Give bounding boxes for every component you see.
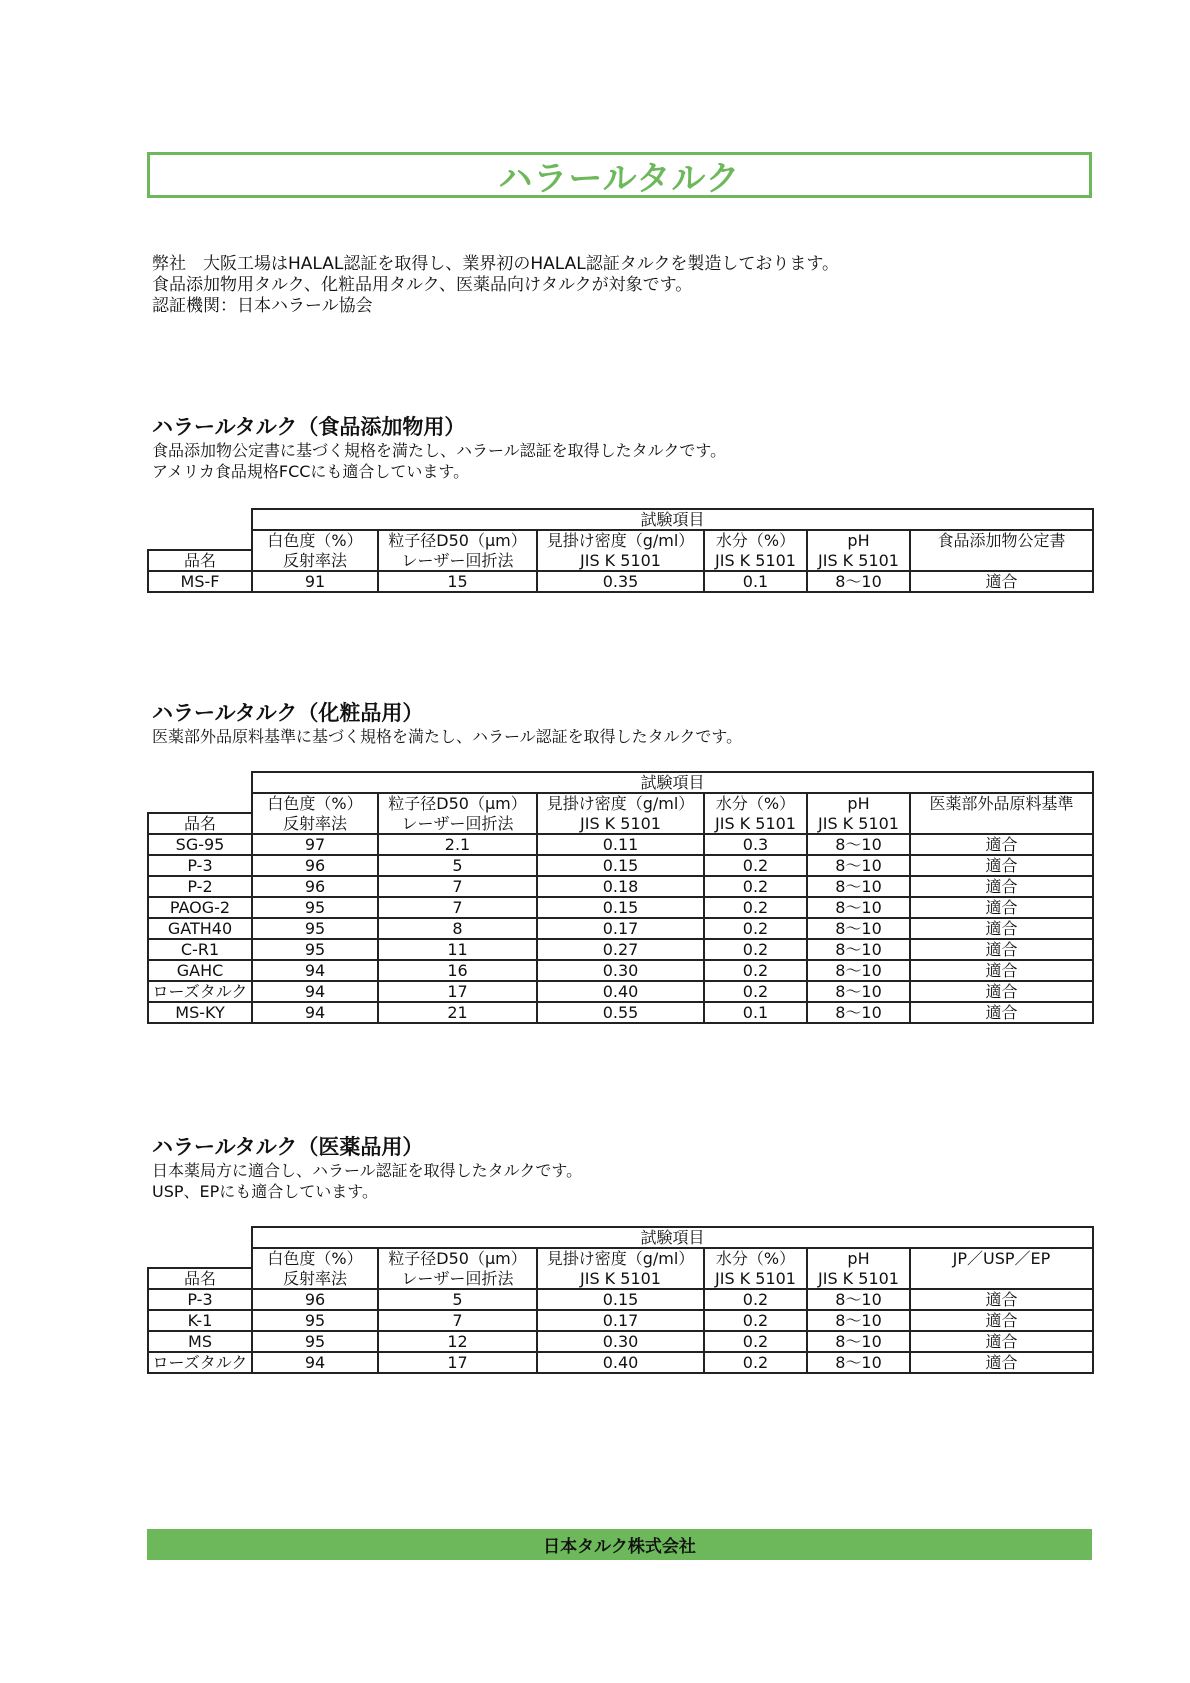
column-header-method: JIS K 5101: [807, 1268, 910, 1289]
table-cell: 8～10: [807, 1289, 910, 1310]
table-cell: 0.2: [704, 960, 807, 981]
table-cell: 0.11: [537, 834, 704, 855]
table-row: [148, 571, 1093, 592]
table-cell: 0.2: [704, 897, 807, 918]
intro-line: 弊社 大阪工場はHALAL認証を取得し、業界初のHALAL認証タルクを製造しております。: [152, 254, 840, 274]
empty-cell: [148, 793, 252, 813]
column-header-method: レーザー回折法: [378, 813, 537, 834]
table-cell: 8～10: [807, 1352, 910, 1373]
section-desc: アメリカ食品規格FCCにも適合しています。: [152, 462, 470, 481]
product-name-cell: ローズタルク: [148, 981, 252, 1002]
table-cell: 94: [252, 1352, 378, 1373]
section-desc: 医薬部外品原料基準に基づく規格を満たし、ハラール認証を取得したタルクです。: [152, 727, 743, 746]
table-cell: 0.1: [704, 571, 807, 592]
product-name-cell: MS-F: [148, 571, 252, 592]
table-cell: 0.2: [704, 981, 807, 1002]
table-cell: 0.15: [537, 1289, 704, 1310]
group-header: 試験項目: [252, 1227, 1093, 1248]
column-header-product: 品名: [148, 550, 252, 571]
table-cell: 95: [252, 1331, 378, 1352]
table-cell: 8～10: [807, 897, 910, 918]
product-name-cell: MS: [148, 1331, 252, 1352]
intro-text: [152, 254, 839, 317]
column-header-ph: pH: [807, 793, 910, 813]
table-cell: 17: [378, 1352, 537, 1373]
empty-cell: [910, 1268, 1093, 1289]
empty-cell: [910, 550, 1093, 571]
table-cell: 8～10: [807, 876, 910, 897]
table-cell: 適合: [910, 571, 1093, 592]
column-header-ph: pH: [807, 530, 910, 550]
product-name-cell: P-3: [148, 855, 252, 876]
table-row: [148, 960, 1093, 981]
empty-cell: [148, 1227, 252, 1248]
column-header-method: JIS K 5101: [807, 813, 910, 834]
empty-cell: [148, 772, 252, 793]
table-cell: 7: [378, 897, 537, 918]
company-name: 日本タルク株式会社: [543, 1537, 696, 1557]
spec-table-cosmetic: [147, 771, 1094, 1024]
table-cell: 適合: [910, 939, 1093, 960]
section-desc: 食品添加物公定書に基づく規格を満たし、ハラール認証を取得したタルクです。: [152, 441, 727, 460]
intro-line: 認証機関：日本ハラール協会: [152, 296, 373, 316]
table-cell: 適合: [910, 1002, 1093, 1023]
table-cell: 0.2: [704, 855, 807, 876]
empty-cell: [148, 530, 252, 550]
table-row: [148, 939, 1093, 960]
table-cell: 適合: [910, 960, 1093, 981]
table-cell: 0.15: [537, 855, 704, 876]
table-cell: 適合: [910, 1289, 1093, 1310]
product-name-cell: K-1: [148, 1310, 252, 1331]
section-pharma: [152, 1134, 1092, 1202]
table-cell: 0.30: [537, 1331, 704, 1352]
intro-line: 食品添加物用タルク、化粧品用タルク、医薬品向けタルクが対象です。: [152, 275, 693, 295]
column-header-moisture: 水分（%）: [704, 793, 807, 813]
table-cell: 0.15: [537, 897, 704, 918]
table-cell: 0.17: [537, 1310, 704, 1331]
section-food: [152, 414, 1092, 482]
table-row: [148, 897, 1093, 918]
table-header-row: [148, 1268, 1093, 1289]
table-row: [148, 855, 1093, 876]
table-cell: 0.30: [537, 960, 704, 981]
table-header-row: [148, 550, 1093, 571]
table-row: [148, 1002, 1093, 1023]
column-header-moisture: 水分（%）: [704, 1248, 807, 1268]
column-header-standard: JP／USP／EP: [910, 1248, 1093, 1268]
table-cell: 0.40: [537, 1352, 704, 1373]
empty-cell: [148, 1248, 252, 1268]
table-cell: 95: [252, 939, 378, 960]
column-header-method: JIS K 5101: [704, 1268, 807, 1289]
table-cell: 5: [378, 855, 537, 876]
table-cell: 8～10: [807, 834, 910, 855]
empty-cell: [910, 813, 1093, 834]
product-name-cell: PAOG-2: [148, 897, 252, 918]
table-cell: 0.35: [537, 571, 704, 592]
column-header-product: 品名: [148, 1268, 252, 1289]
table-group-header-row: [148, 772, 1093, 793]
column-header-method: 反射率法: [252, 1268, 378, 1289]
table-cell: 8～10: [807, 918, 910, 939]
table-cell: 95: [252, 897, 378, 918]
product-name-cell: P-2: [148, 876, 252, 897]
table-cell: 15: [378, 571, 537, 592]
column-header-whiteness: 白色度（%）: [252, 793, 378, 813]
table-cell: 96: [252, 1289, 378, 1310]
table-cell: 0.27: [537, 939, 704, 960]
table-row: [148, 981, 1093, 1002]
empty-cell: [148, 509, 252, 530]
column-header-density: 見掛け密度（g/ml）: [537, 530, 704, 550]
table-row: [148, 834, 1093, 855]
column-header-density: 見掛け密度（g/ml）: [537, 1248, 704, 1268]
table-cell: 0.3: [704, 834, 807, 855]
section-desc: USP、EPにも適合しています。: [152, 1182, 378, 1201]
column-header-particle: 粒子径D50（μm）: [378, 793, 537, 813]
table-cell: 95: [252, 918, 378, 939]
table-cell: 0.40: [537, 981, 704, 1002]
product-name-cell: ローズタルク: [148, 1352, 252, 1373]
column-header-standard: 食品添加物公定書: [910, 530, 1093, 550]
column-header-method: 反射率法: [252, 813, 378, 834]
section-title: ハラールタルク（医薬品用）: [152, 1135, 424, 1159]
section-title: ハラールタルク（化粧品用）: [152, 701, 424, 725]
column-header-particle: 粒子径D50（μm）: [378, 1248, 537, 1268]
table-cell: 21: [378, 1002, 537, 1023]
table-cell: 適合: [910, 1310, 1093, 1331]
product-name-cell: GAHC: [148, 960, 252, 981]
table-cell: 8～10: [807, 855, 910, 876]
table-cell: 95: [252, 1310, 378, 1331]
table-cell: 8～10: [807, 960, 910, 981]
table-cell: 0.17: [537, 918, 704, 939]
table-header-row: [148, 1248, 1093, 1268]
column-header-ph: pH: [807, 1248, 910, 1268]
title-box: [147, 152, 1092, 198]
column-header-particle: 粒子径D50（μm）: [378, 530, 537, 550]
table-cell: 96: [252, 855, 378, 876]
section-cosmetic: [152, 700, 1092, 747]
table-cell: 適合: [910, 834, 1093, 855]
column-header-method: JIS K 5101: [704, 813, 807, 834]
page-title: ハラールタルク: [498, 158, 741, 199]
table-cell: 97: [252, 834, 378, 855]
table-cell: 適合: [910, 918, 1093, 939]
table-cell: 適合: [910, 897, 1093, 918]
table-cell: 0.2: [704, 918, 807, 939]
table-cell: 8～10: [807, 939, 910, 960]
table-row: [148, 1352, 1093, 1373]
table-cell: 91: [252, 571, 378, 592]
table-row: [148, 1310, 1093, 1331]
table-cell: 96: [252, 876, 378, 897]
product-name-cell: MS-KY: [148, 1002, 252, 1023]
column-header-whiteness: 白色度（%）: [252, 530, 378, 550]
table-header-row: [148, 530, 1093, 550]
column-header-moisture: 水分（%）: [704, 530, 807, 550]
table-cell: 94: [252, 960, 378, 981]
table-cell: 16: [378, 960, 537, 981]
table-cell: 94: [252, 1002, 378, 1023]
table-cell: 5: [378, 1289, 537, 1310]
table-cell: 11: [378, 939, 537, 960]
table-cell: 7: [378, 1310, 537, 1331]
spec-table-pharma: [147, 1226, 1094, 1374]
table-group-header-row: [148, 1227, 1093, 1248]
spec-table-food: [147, 508, 1094, 593]
column-header-product: 品名: [148, 813, 252, 834]
table-cell: 適合: [910, 981, 1093, 1002]
column-header-method: JIS K 5101: [537, 813, 704, 834]
table-header-row: [148, 793, 1093, 813]
section-title: ハラールタルク（食品添加物用）: [152, 415, 466, 439]
table-cell: 12: [378, 1331, 537, 1352]
table-cell: 2.1: [378, 834, 537, 855]
column-header-method: レーザー回折法: [378, 1268, 537, 1289]
column-header-method: 反射率法: [252, 550, 378, 571]
table-cell: 7: [378, 876, 537, 897]
column-header-method: JIS K 5101: [807, 550, 910, 571]
product-name-cell: P-3: [148, 1289, 252, 1310]
table-cell: 94: [252, 981, 378, 1002]
table-cell: 17: [378, 981, 537, 1002]
column-header-method: レーザー回折法: [378, 550, 537, 571]
footer-bar: [147, 1529, 1092, 1560]
column-header-method: JIS K 5101: [537, 1268, 704, 1289]
product-name-cell: GATH40: [148, 918, 252, 939]
table-cell: 0.2: [704, 876, 807, 897]
table-cell: 0.1: [704, 1002, 807, 1023]
column-header-density: 見掛け密度（g/ml）: [537, 793, 704, 813]
table-group-header-row: [148, 509, 1093, 530]
table-cell: 0.18: [537, 876, 704, 897]
table-cell: 適合: [910, 1352, 1093, 1373]
product-name-cell: C-R1: [148, 939, 252, 960]
table-cell: 0.2: [704, 939, 807, 960]
table-cell: 0.2: [704, 1331, 807, 1352]
table-row: [148, 876, 1093, 897]
section-desc: 日本薬局方に適合し、ハラール認証を取得したタルクです。: [152, 1161, 583, 1180]
column-header-whiteness: 白色度（%）: [252, 1248, 378, 1268]
table-cell: 0.2: [704, 1289, 807, 1310]
group-header: 試験項目: [252, 509, 1093, 530]
table-cell: 適合: [910, 855, 1093, 876]
table-cell: 0.55: [537, 1002, 704, 1023]
table-row: [148, 1289, 1093, 1310]
column-header-method: JIS K 5101: [704, 550, 807, 571]
table-cell: 8: [378, 918, 537, 939]
column-header-method: JIS K 5101: [537, 550, 704, 571]
product-name-cell: SG-95: [148, 834, 252, 855]
table-cell: 8～10: [807, 981, 910, 1002]
table-cell: 0.2: [704, 1310, 807, 1331]
column-header-standard: 医薬部外品原料基準: [910, 793, 1093, 813]
table-cell: 0.2: [704, 1352, 807, 1373]
table-cell: 8～10: [807, 1331, 910, 1352]
table-cell: 適合: [910, 876, 1093, 897]
table-cell: 8～10: [807, 1002, 910, 1023]
table-row: [148, 918, 1093, 939]
group-header: 試験項目: [252, 772, 1093, 793]
table-cell: 8～10: [807, 571, 910, 592]
table-row: [148, 1331, 1093, 1352]
table-cell: 適合: [910, 1331, 1093, 1352]
table-header-row: [148, 813, 1093, 834]
table-cell: 8～10: [807, 1310, 910, 1331]
